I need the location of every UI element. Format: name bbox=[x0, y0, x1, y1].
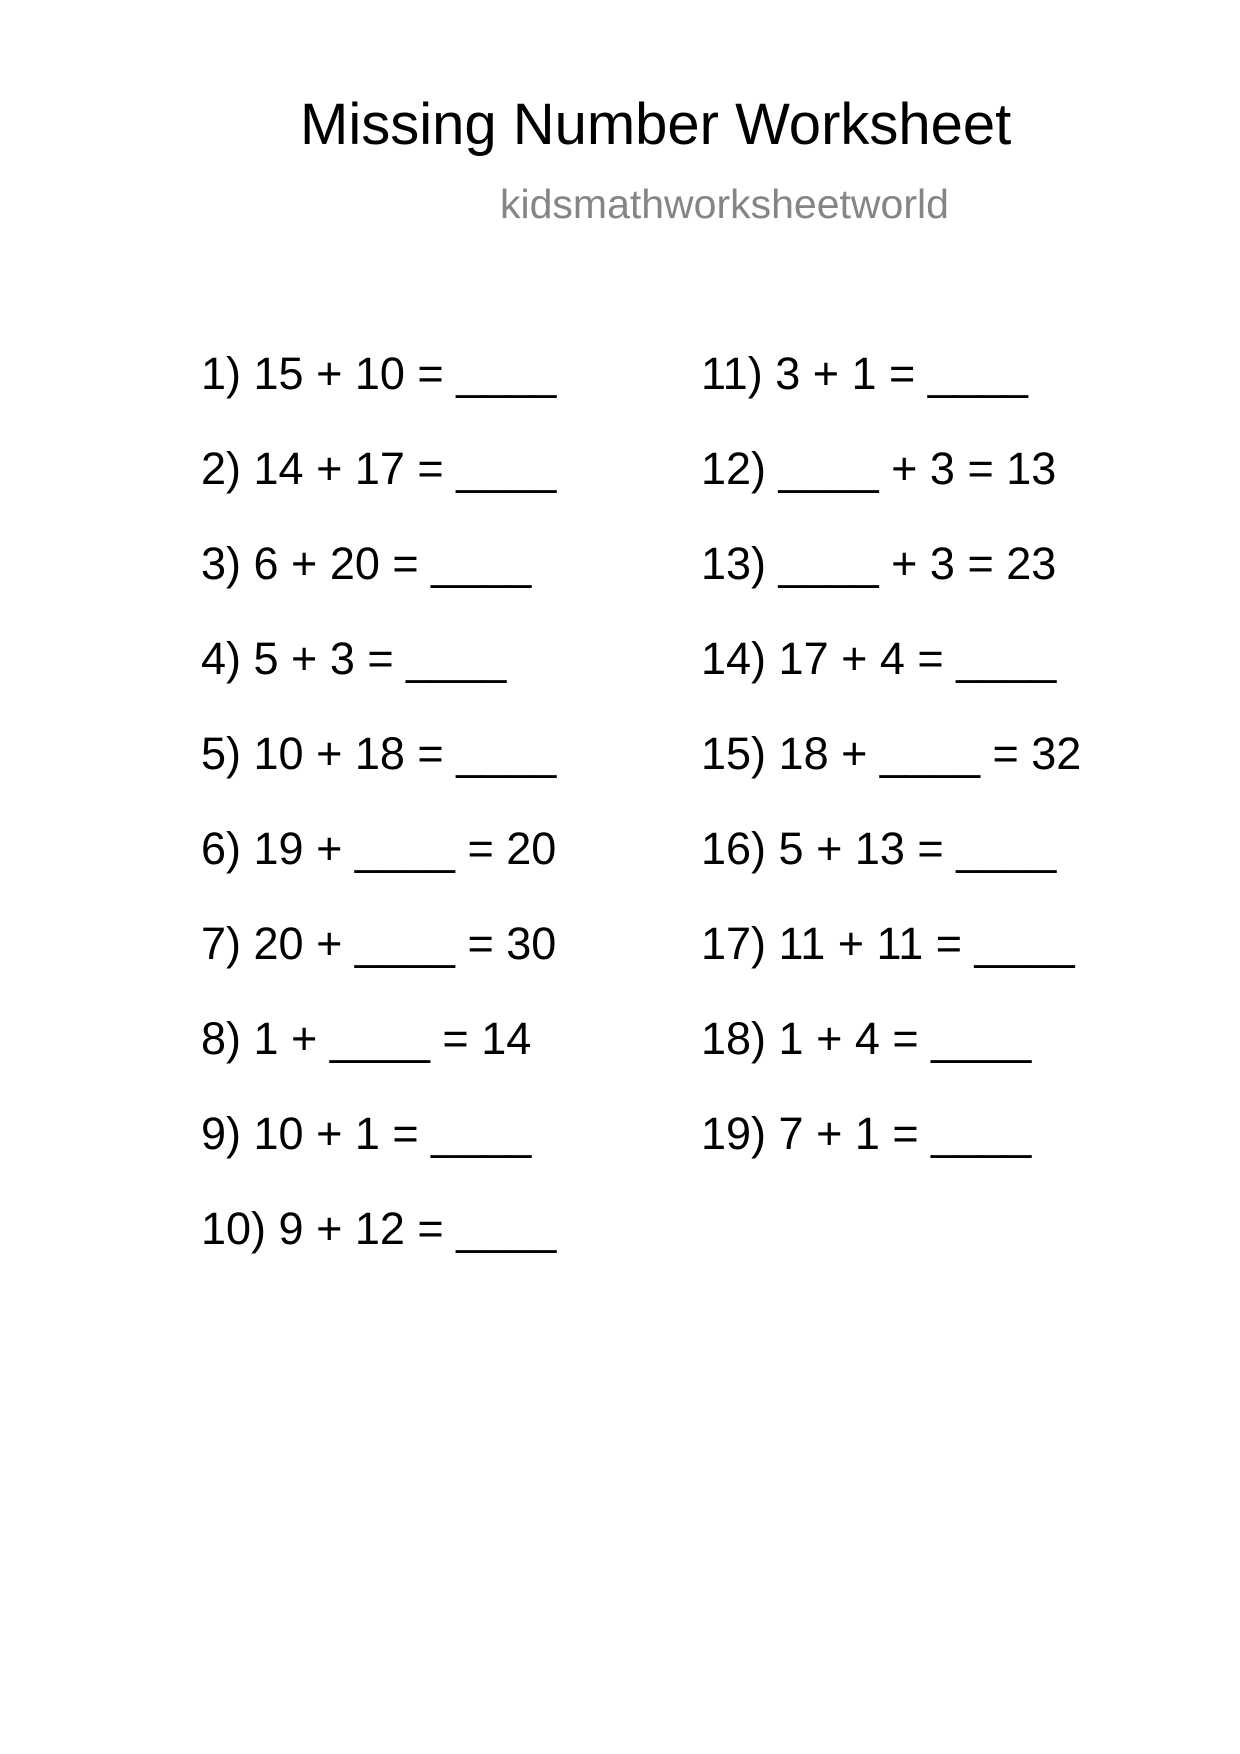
problem-18: 18) 1 + 4 = ____ bbox=[701, 1013, 1032, 1064]
problem-10: 10) 9 + 12 = ____ bbox=[201, 1203, 557, 1254]
problem-14: 14) 17 + 4 = ____ bbox=[701, 633, 1057, 684]
problem-1: 1) 15 + 10 = ____ bbox=[201, 348, 557, 399]
problems-column-left bbox=[201, 348, 557, 1301]
worksheet-source: kidsmathworksheetworld bbox=[500, 181, 949, 227]
problem-12: 12) ____ + 3 = 13 bbox=[701, 443, 1057, 494]
problem-8: 8) 1 + ____ = 14 bbox=[201, 1013, 532, 1064]
problem-3: 3) 6 + 20 = ____ bbox=[201, 538, 532, 589]
problem-9: 9) 10 + 1 = ____ bbox=[201, 1108, 532, 1159]
problem-17: 17) 11 + 11 = ____ bbox=[701, 918, 1075, 969]
worksheet-title: Missing Number Worksheet bbox=[300, 92, 1012, 157]
problem-6: 6) 19 + ____ = 20 bbox=[201, 823, 557, 874]
problem-5: 5) 10 + 18 = ____ bbox=[201, 728, 557, 779]
problem-15: 15) 18 + ____ = 32 bbox=[701, 728, 1082, 779]
problem-19: 19) 7 + 1 = ____ bbox=[701, 1108, 1032, 1159]
problem-11: 11) 3 + 1 = ____ bbox=[701, 348, 1028, 399]
problem-13: 13) ____ + 3 = 23 bbox=[701, 538, 1057, 589]
problems-column-right bbox=[701, 348, 1082, 1206]
problem-7: 7) 20 + ____ = 30 bbox=[201, 918, 557, 969]
problem-16: 16) 5 + 13 = ____ bbox=[701, 823, 1057, 874]
problem-2: 2) 14 + 17 = ____ bbox=[201, 443, 557, 494]
problem-4: 4) 5 + 3 = ____ bbox=[201, 633, 507, 684]
